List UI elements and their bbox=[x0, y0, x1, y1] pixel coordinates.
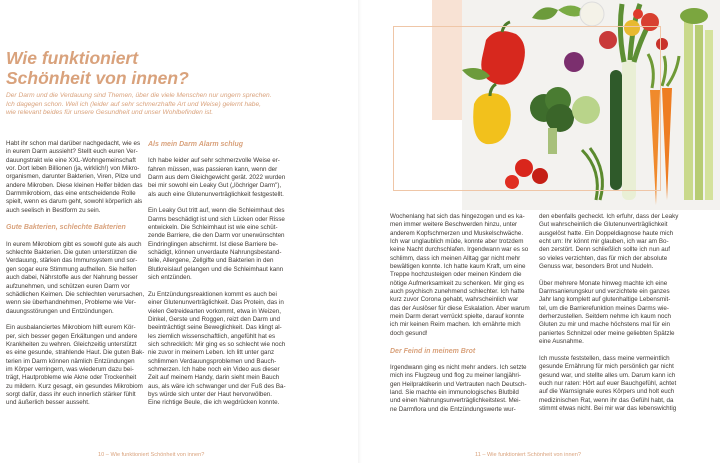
text-line: Krankheiten zu wehren. Gleichzeitig unterstützt bbox=[6, 340, 137, 348]
text-line: bys würde sich unter der Haut hervorwölben. bbox=[148, 390, 273, 398]
text-line: schädlichen Keimen. Die schlechten verursachen, bbox=[6, 290, 145, 298]
text-line: ne Darmflora und die Entzündungswerte wur- bbox=[390, 405, 516, 413]
page-title: Wie funktioniert Schönheit von innen? bbox=[6, 48, 189, 88]
text-line: mich ins Flugzeug und flog zu meiner langjähri- bbox=[390, 372, 521, 380]
lead-line: Der Darm und die Verdauung sind Themen, über die viele Menschen nur ungern sprechen. bbox=[6, 92, 272, 99]
text-line: Treppe hochzusteigen oder meinen Kindern die bbox=[390, 271, 522, 279]
text-line: Darm aus dem Gleichgewicht gerät. 2022 wurden bbox=[148, 174, 286, 182]
text-line: trägt, Hautprobleme wie Akne oder Trockenheit bbox=[6, 374, 137, 382]
lead-line: Ich dagegen schon. Weil ich (leider auf sehr schmerzhafte Art und Weise) gelernt habe, bbox=[6, 100, 261, 108]
paragraph-gap bbox=[6, 316, 138, 324]
text-line: aufzunehmen, und schützen euren Darm vor bbox=[6, 282, 130, 290]
text-line: Ich war unglaublich müde, konnte aber trotzdem bbox=[390, 238, 524, 246]
text-line: Über mehrere Monate hinweg machte ich eine bbox=[539, 279, 668, 287]
text-line: dauungsstörungen und Entzündungen. bbox=[6, 307, 114, 315]
paragraph-gap bbox=[6, 232, 138, 240]
paragraph-gap bbox=[6, 215, 138, 223]
text-line: nötige Aufmerksamkeit zu schenken. Mir ging es bbox=[390, 279, 525, 287]
text-line: mein Darm derart verrückt spielte, darauf konnte bbox=[390, 313, 525, 321]
text-line: den ebenfalls gecheckt. Ich erfuhr, dass der Leaky bbox=[539, 213, 679, 220]
text-line: Jahr lang komplett auf glutenhaltige Lebensmit- bbox=[539, 296, 671, 304]
text-line: gesund war, und stellte alles um. Darum kann ich bbox=[539, 371, 676, 379]
text-line: in eurem Darm aussieht? Stellt euch euren Ver- bbox=[6, 148, 138, 156]
text-line: Eindringlingen abschirmt. Ist diese Barriere be- bbox=[148, 240, 278, 248]
text-line: Ein Leaky Gut tritt auf, wenn die Schleimhaut des bbox=[148, 207, 285, 215]
text-line: Genuss war, besonders Brot und Nudeln. bbox=[539, 263, 654, 271]
text-line: schlimm, dass ich meinen Alltag gar nicht mehr bbox=[390, 254, 521, 262]
text-line: zende Barriere, die den Darm vor unerwünschten bbox=[148, 232, 285, 240]
text-line: schlechte Bakterien. Die guten unterstützen die bbox=[6, 249, 137, 257]
lead-paragraph bbox=[6, 92, 336, 118]
paragraph-gap bbox=[390, 356, 530, 364]
text-line: schlimmen Verdauungsproblemen und Bauch- bbox=[148, 357, 277, 365]
text-line: andere Mikroben. Diese kleinen Helfer bilden das bbox=[6, 181, 143, 189]
text-line: als auch eine Glutenunverträglichkeit festgestellt. bbox=[148, 190, 284, 198]
lead-line: wie relevant beides für unsere Gesundheit und unser Wohlbefinden ist. bbox=[6, 109, 214, 117]
text-line: sorgt dafür, dass ihr euch innerlich stärker fühlt bbox=[6, 390, 136, 398]
text-line: gen Heilpraktikerin und Vertrauten nach Deutsch- bbox=[390, 380, 527, 388]
text-line: Ich habe leider auf sehr schmerzvolle Weise er- bbox=[148, 157, 280, 165]
text-line: Darms beschädigt ist und sich Lücken oder Risse bbox=[148, 215, 285, 223]
text-line: echt um: Ihr könnt mir glauben, ich war am Bo- bbox=[539, 238, 669, 246]
text-line: einer Glutenunverträglichkeit. Das Protein, das in bbox=[148, 299, 284, 307]
text-line: den zerstört. Denn schließlich sollte ich nun auf bbox=[539, 246, 670, 254]
text-column-2 bbox=[148, 140, 294, 408]
text-line: sich entzünden. bbox=[148, 274, 192, 282]
page-footer-left: 10 – Wie funktioniert Schönheit von innen? bbox=[98, 452, 205, 458]
text-line: Habt ihr schon mal darüber nachgedacht, wie es bbox=[6, 140, 141, 147]
text-line: anderem Kopfschmerzen und Muskelschwäche. bbox=[390, 229, 524, 237]
text-line: vielen Getreidearten vorkommt, etwa in Weizen, bbox=[148, 307, 281, 315]
text-line: per, sich besser gegen Erkältungen und andere bbox=[6, 332, 138, 340]
paragraph-gap bbox=[148, 149, 294, 157]
text-line: auch seelisch in Bestform zu sein. bbox=[6, 206, 101, 214]
text-line: nie zuvor in meinem Leben. Ich litt unter ganz bbox=[148, 349, 275, 357]
book-gutter bbox=[358, 0, 362, 463]
text-line: derherzustellen. Seitdem nehme ich kaum noch bbox=[539, 313, 672, 321]
text-line: ausgelöst hatte. Ein Doppeldiagnose haute mich bbox=[539, 229, 674, 237]
paragraph-gap bbox=[390, 338, 530, 346]
text-line: stimmt etwas nicht. Bei mir war das lebenswichtig bbox=[539, 404, 677, 412]
paragraph-gap bbox=[148, 199, 294, 207]
text-line: keine Nacht durchschlafen. Irgendwann war es so bbox=[390, 246, 529, 254]
text-line: bewältigen konnte. Ich hatte kaum Kraft, um eine bbox=[390, 263, 526, 271]
text-line: Zu Entzündungsreaktionen kommt es auch bei bbox=[148, 290, 277, 298]
text-line: sich schrecklich: Mir ging es so schlecht wie noch bbox=[148, 340, 286, 348]
text-line: terien im Darm können nämlich Entzündungen bbox=[6, 357, 135, 365]
text-line: Gut wahrscheinlich die Glutenunverträglichkeit bbox=[539, 221, 668, 229]
paragraph-gap bbox=[539, 347, 689, 355]
text-line: land. Sie machte ein immunologisches Blutbild bbox=[390, 388, 519, 396]
text-line: es eine gesunde, strahlende Haut. Die guten Bak- bbox=[6, 349, 145, 357]
text-line: Ich musste feststellen, dass meine vermeintlich bbox=[539, 354, 670, 362]
text-line: aus, als wäre ich schwanger und der Fuß des Ba- bbox=[148, 382, 286, 390]
text-line: Zeit auf meinem Handy, darin sieht mein Bauch bbox=[148, 374, 280, 382]
text-line: und äußerlich besser ausseht. bbox=[6, 399, 90, 407]
text-column-1 bbox=[6, 140, 145, 408]
text-line: entwickeln. Die Schleimhaut ist wie eine schüt- bbox=[148, 224, 278, 232]
text-line: Verdauung, stärken das Immunsystem und sor- bbox=[6, 257, 138, 265]
text-line: wenn sie überhandnehmen, Probleme wie Ver- bbox=[6, 299, 136, 307]
section-heading: Als mein Darm Alarm schlug bbox=[148, 141, 244, 148]
photo-accent-frame bbox=[393, 26, 661, 191]
text-line: im Körper verringern, was wiederum dazu bei- bbox=[6, 365, 134, 373]
text-line: Blutkreislauf gelangen und die Schleimhaut kann bbox=[148, 265, 284, 273]
paragraph-gap bbox=[539, 271, 689, 279]
section-heading: Gute Bakterien, schlechte Bakterien bbox=[6, 224, 126, 232]
text-line: das der Auslöser für diese Eskalation. Aber warum bbox=[390, 304, 530, 312]
text-line: auch dabei, Nährstoffe aus der Nahrung besser bbox=[6, 274, 138, 282]
text-line: auch psychisch zunehmend schlechter. Ich hatte bbox=[390, 288, 525, 296]
text-line: Eine richtige Beule, die ich wegdrücken konnte. bbox=[148, 399, 280, 407]
text-line: Darmmikrobiom, das eine entscheidende Rolle bbox=[6, 190, 136, 198]
text-line: ich mir keinen Reim machen. Ich ernährte mich bbox=[390, 321, 521, 329]
text-line: zu mildern. Kurz gesagt, ein gesundes Mikrobiom bbox=[6, 382, 143, 390]
text-column-4 bbox=[539, 213, 689, 413]
text-line: spielt, wenn es darum geht, sowohl körperlich als bbox=[6, 198, 143, 206]
text-line: und einen Nahrungsunverträglichkeitstest. Mei- bbox=[390, 397, 521, 405]
text-line: euch nur raten: Hört auf euer Bauchgefühl, achtet bbox=[539, 379, 677, 387]
section-heading: Der Feind in meinem Brot bbox=[390, 347, 476, 355]
text-line: so vieles verzichten, das für mich der absolute bbox=[539, 254, 668, 262]
text-line: Wochenlang hat sich das hingezogen und es ka- bbox=[390, 213, 525, 220]
text-line: kurz zuvor Corona gehabt, wahrscheinlich war bbox=[390, 296, 519, 304]
text-line: bei mir sowohl ein Leaky Gut („löchriger Darm"), bbox=[148, 182, 282, 190]
text-line: In eurem Mikrobiom gibt es sowohl gute als auch bbox=[6, 240, 142, 248]
text-line: doch gesund! bbox=[390, 329, 428, 337]
text-line: organismen, darunter Bakterien, Viren, Pilze und bbox=[6, 173, 141, 181]
text-line: dauungstrakt wie eine XXL-Wohngemeinschaft bbox=[6, 156, 136, 164]
text-line: paniertes Schnitzel oder meine geliebten Spätzle bbox=[539, 329, 675, 337]
text-line: auf die Warnsignale eures Körpers und holt euch bbox=[539, 388, 675, 396]
text-line: eine Ausnahme. bbox=[539, 338, 584, 346]
text-line: beeinträchtigt seine Beweglichkeit. Das klingt al- bbox=[148, 324, 282, 332]
text-line: Irgendwann ging es nicht mehr anders. Ich setzte bbox=[390, 363, 527, 371]
text-line: tel, um die Barrierefunktion meines Darms wie- bbox=[539, 304, 669, 312]
page-footer-right: 11 – Wie funktioniert Schönheit von innen? bbox=[475, 452, 581, 458]
text-line: gen sogar eure Stimmung aufhellen. Sie helfen bbox=[6, 265, 137, 273]
text-line: Ein ausbalanciertes Mikrobiom hilft eurem Kör- bbox=[6, 324, 136, 332]
text-line: gesunde Ernährung für mich persönlich gar nicht bbox=[539, 363, 674, 371]
text-line: schmerzen. Ich habe noch ein Video aus dieser bbox=[148, 365, 280, 373]
text-line: men immer weitere Beschwerden hinzu, unter bbox=[390, 221, 518, 229]
paragraph-gap bbox=[148, 283, 294, 291]
text-line: les ziemlich wissenschaftlich, angefühlt hat es bbox=[148, 332, 276, 340]
text-line: schädigt, können unverdaute Nahrungsbestand- bbox=[148, 249, 282, 257]
text-line: Gluten zu mir und mache höchstens mal für ein bbox=[539, 321, 670, 329]
text-line: Darmsanierungskur und verzichtete ein ganzes bbox=[539, 288, 670, 296]
text-line: teile, Allergene, Zellgifte und Bakterien in den bbox=[148, 257, 274, 265]
text-column-3 bbox=[390, 213, 530, 414]
text-line: Dinkel, Gerste und Roggen, reizt den Darm und bbox=[148, 315, 281, 323]
text-line: medizinischen Rat, wenn ihr das Gefühl habt, da bbox=[539, 396, 674, 404]
text-line: fahren müssen, was passieren kann, wenn der bbox=[148, 165, 278, 173]
text-line: vor. Dort leben Billionen (ja, wirklich!) von Mikro- bbox=[6, 165, 140, 173]
